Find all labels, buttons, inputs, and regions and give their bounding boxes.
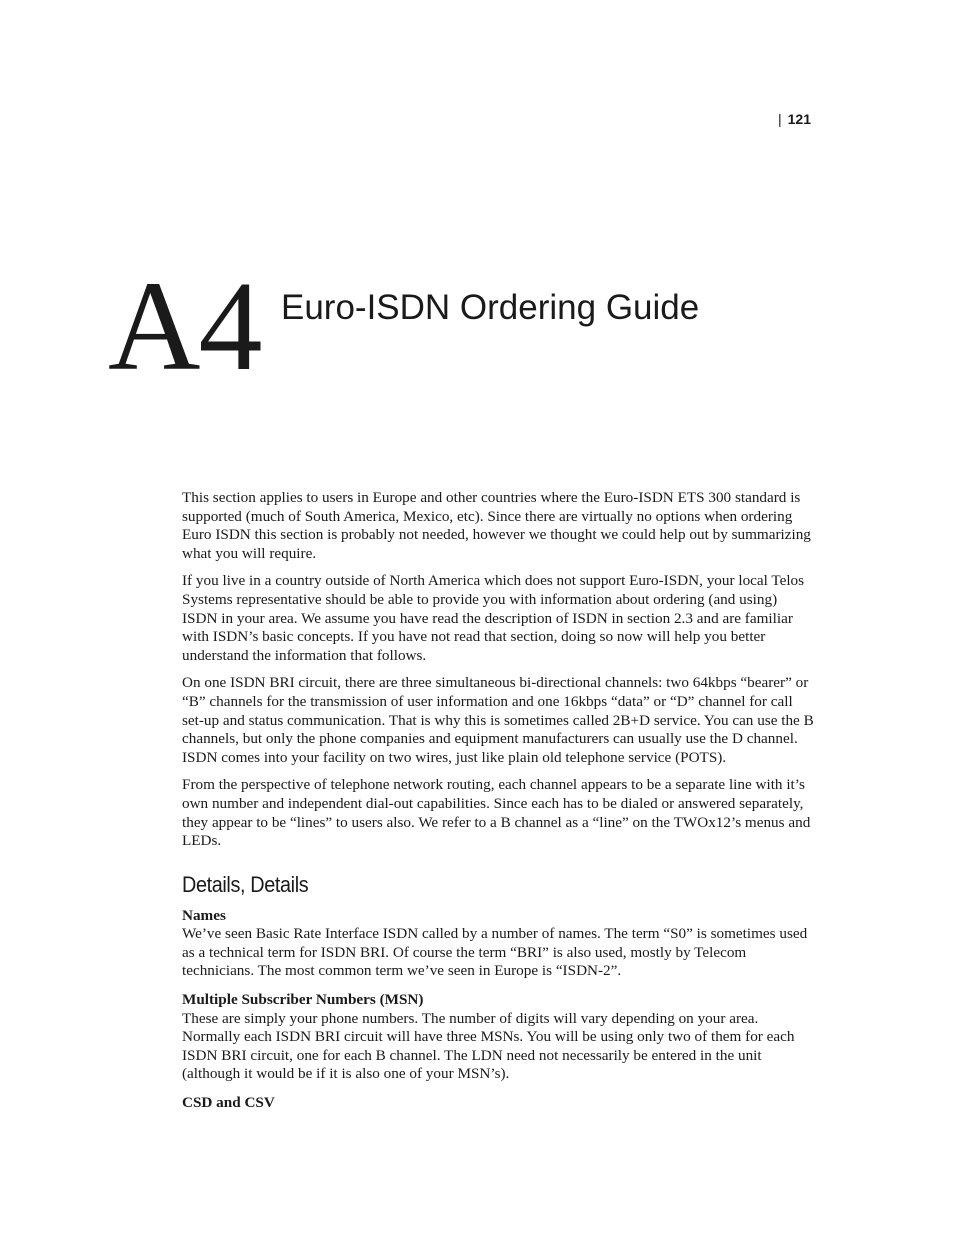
section-heading: Details, Details [182,871,309,897]
term-title: Multiple Subscriber Numbers (MSN) [182,991,424,1009]
intro-paragraph: If you live in a country outside of North America which does not support Euro-ISDN, your local Telos Systems representative should be able to provide you with information about ordering (and using) ISDN in your area. We assume you have read the description of ISDN in section 2.3 and are familiar with ISDN’s basic concepts. If you have not read that section, doing so now will help you better understand the information that follows. [182,572,805,664]
term-title: CSD and CSV [182,1094,275,1112]
intro-paragraph: On one ISDN BRI circuit, there are three simultaneous bi-directional channels: two 64kbps “bearer” or “B” channels for the transmission of user information and one 16kbps “data” or “D” channel for call set-up and status communication. That is why this is sometimes called 2B+D service. You can use the B channels, but only the phone companies and equipment manufacturers can usually use the D channel. ISDN comes into your facility on two wires, just like plain old telephone service (POTS). [182,674,814,766]
chapter-title: Euro-ISDN Ordering Guide [281,288,700,327]
page-number [778,111,811,127]
intro-paragraph: From the perspective of telephone network routing, each channel appears to be a separate line with it’s own number and independent dial-out capabilities. Since each has to be dialed or answered separately, they appear to be “lines” to users also. We refer to a B channel as a “line” on the TWOx12’s menus and LEDs. [182,776,811,850]
term-block [182,907,814,981]
intro-paragraph: This section applies to users in Europe and other countries where the Euro-ISDN ETS 300 standard is supported (much of South America, Mexico, etc). Since there are virtually no options when ordering Euro ISDN this section is probably not needed, however we thought we could help out by summarizing what you will require. [182,489,811,562]
term-body: These are simply your phone numbers. The number of digits will vary depending on your area. Normally each ISDN BRI circuit will have three MSNs. You will be using only two of them for each ISDN BRI circuit, one for each B channel. The LDN need not necessarily be entered in the unit (although it would be if it is also one of your MSN’s). [182,1009,795,1083]
chapter-number: A4 [108,255,261,397]
term-title: Names [182,906,226,924]
term-body: We’ve seen Basic Rate Interface ISDN called by a number of names. The term “S0” is sometimes used as a technical term for ISDN BRI. Of course the term “BRI” is also used, mostly by Telecom technicians. The most common term we’ve seen in Europe is “ISDN-2”. [182,925,808,980]
body-content [182,489,814,1123]
term-block [182,1094,814,1113]
page-number-separator: | [778,111,782,127]
term-block [182,991,814,1084]
page-number-value: 121 [787,111,811,127]
